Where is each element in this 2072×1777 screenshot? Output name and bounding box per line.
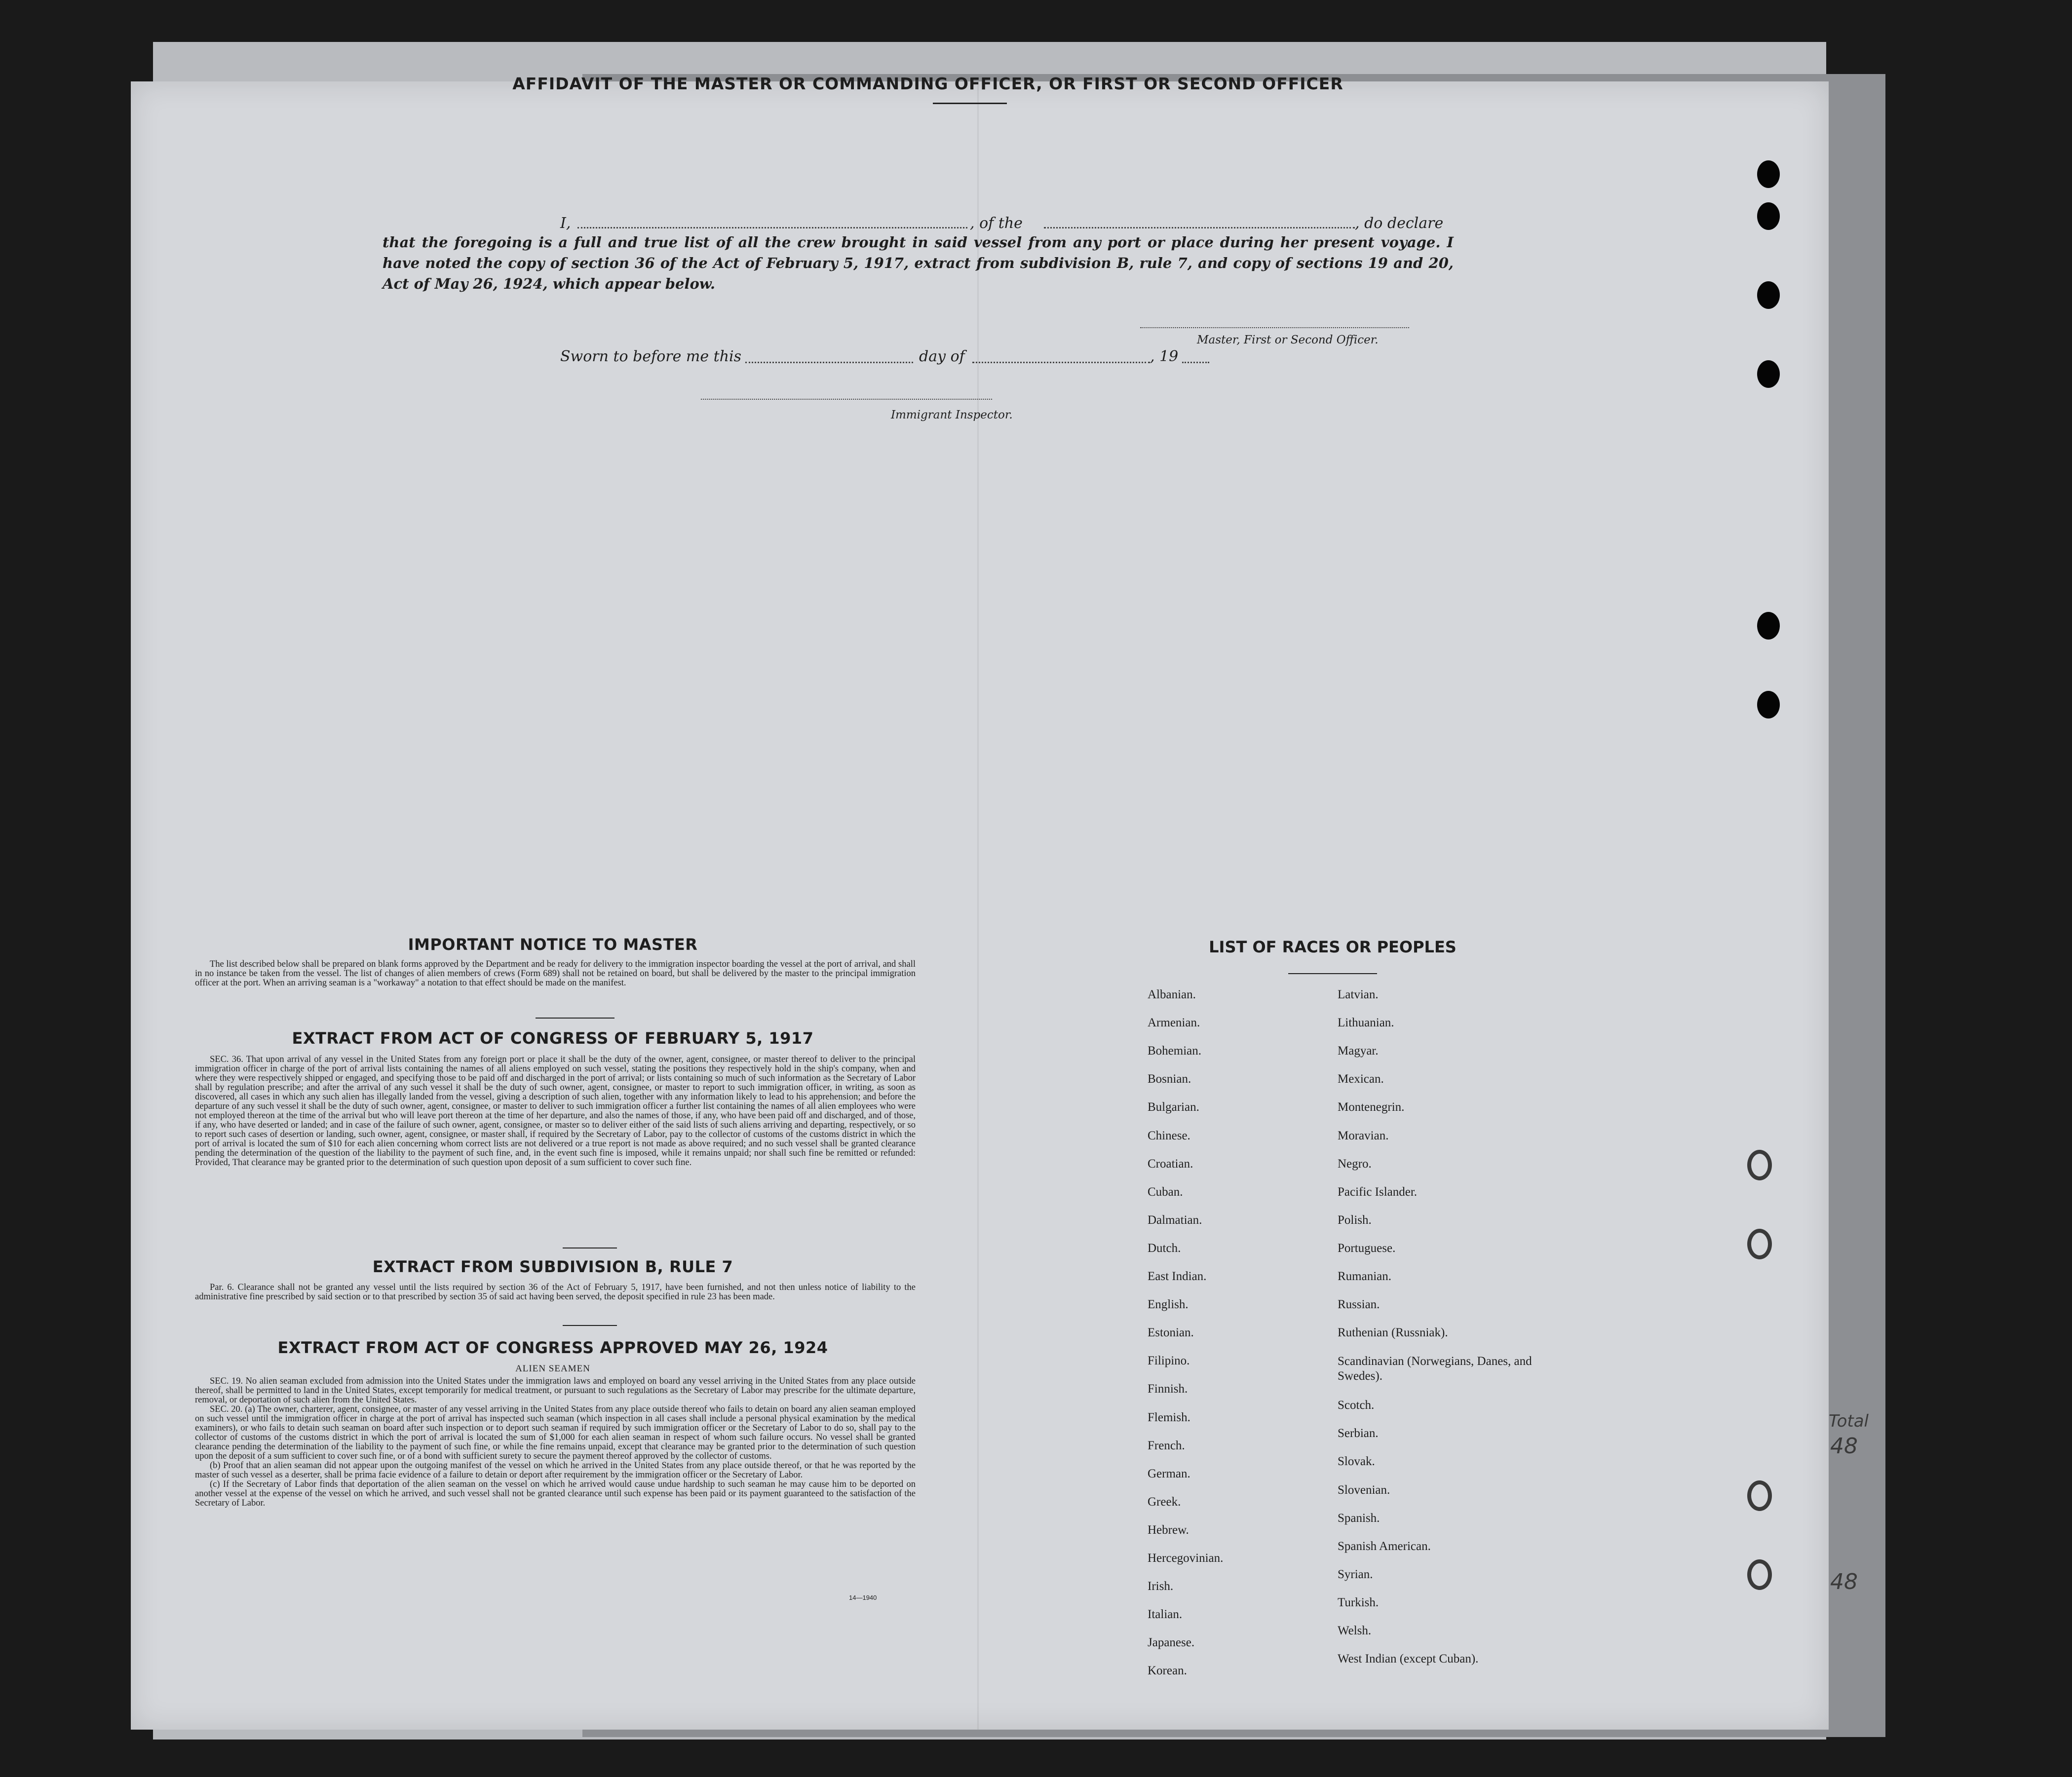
name-field[interactable]	[577, 227, 967, 228]
vessel-field[interactable]	[1044, 227, 1355, 228]
race-item: German.	[1148, 1467, 1190, 1480]
races-title: LIST OF RACES OR PEOPLES	[1209, 938, 1457, 956]
sworn-year: , 19	[1150, 348, 1179, 365]
race-item: Turkish.	[1338, 1595, 1379, 1609]
race-item: East Indian.	[1148, 1270, 1207, 1283]
race-item: Russian.	[1338, 1298, 1380, 1312]
punch-hole	[1757, 612, 1780, 640]
notice-text: The list described below shall be prepared on blank forms approved by the Department and be ready for delivery to the immigration inspector boarding the vessel at the port of arrival, and shall in no instance be taken from the vessel. The list of changes of alien members of crews (Form 689) shall not be retained on board, but shall be delivered by the master to the principal immigration officer at the port. When an arriving seaman is a "workaway" a notation to that effect should be made on the manifest.	[195, 959, 916, 988]
sworn-day-of: day of	[919, 348, 965, 365]
race-item: Pacific Islander.	[1338, 1185, 1418, 1199]
race-item: Flemish.	[1148, 1410, 1190, 1424]
race-item: French.	[1148, 1438, 1185, 1452]
extract-1924-title: EXTRACT FROM ACT OF CONGRESS APPROVED MAY 26, 1924	[277, 1338, 828, 1357]
punch-hole	[1757, 202, 1780, 230]
sec20c-text: (c) If the Secretary of Labor finds that deportation of the alien seaman on the vessel on which he arrived would cause undue hardship to such seaman he may cause him to be deported on another vessel at the expense of the vessel on which he arrived, and such vessel shall not be granted clearance until such expense has been paid or its payment guaranteed to the satisfaction of the Secretary of Labor.	[195, 1479, 916, 1508]
race-item: Estonian.	[1148, 1326, 1194, 1340]
binder-ring	[1747, 1559, 1772, 1590]
sec20a-text: SEC. 20. (a) The owner, charterer, agent, consignee, or master of any vessel arriving in the United States from any place outside thereof who fails to detain on board any alien seaman employed on such vessel until the immigration officer in charge at the port of arrival has inspected such seaman (which inspection in all cases shall include a personal physical examination by the medical examiners), or who fails to detain such seaman on board after such inspection or to deport such seaman if required by such immigration officer or the Secretary of Labor to do so, shall pay to the collector of customs of the customs district in which the port of arrival is located the sum of $1,000 for each alien seaman in respect of whom such failure occurs. No vessel shall be granted clearance pending the determination of the liability to the payment of such fine, or while the fine remains unpaid, except that clearance may be granted prior to the determination of such question upon the deposit of a sum sufficient to cover such fine, or of a bond with sufficient surety to secure the payment thereof approved by the collector of customs.	[195, 1404, 916, 1461]
race-item: Syrian.	[1338, 1567, 1373, 1581]
extract-1917-body	[195, 1055, 916, 1168]
punch-hole	[1757, 691, 1780, 718]
race-item: Japanese.	[1148, 1636, 1195, 1650]
sworn-month-field[interactable]	[972, 362, 1150, 363]
race-item: Korean.	[1148, 1664, 1187, 1678]
race-item: Greek.	[1148, 1495, 1181, 1509]
margin-total-value: 48	[1830, 1434, 1858, 1459]
race-item: Moravian.	[1338, 1129, 1389, 1142]
race-item: Hebrew.	[1148, 1523, 1189, 1537]
race-item: Negro.	[1338, 1157, 1372, 1171]
title-underline	[933, 103, 1007, 104]
alien-seamen-subtitle: ALIEN SEAMEN	[515, 1363, 590, 1374]
race-item: Ruthenian (Russniak).	[1338, 1326, 1448, 1340]
race-item: Welsh.	[1338, 1624, 1372, 1638]
race-item: Italian.	[1148, 1608, 1183, 1622]
notice-title: IMPORTANT NOTICE TO MASTER	[408, 935, 698, 954]
inspector-label: Immigrant Inspector.	[891, 409, 1013, 421]
race-item: Polish.	[1338, 1213, 1372, 1227]
race-item: Croatian.	[1148, 1157, 1193, 1171]
race-item: West Indian (except Cuban).	[1338, 1652, 1479, 1666]
race-item: Finnish.	[1148, 1382, 1188, 1396]
races-title-underline	[1288, 973, 1377, 974]
punch-hole	[1757, 281, 1780, 309]
margin-total-value-2: 48	[1830, 1569, 1858, 1594]
race-item: Scotch.	[1338, 1399, 1375, 1412]
extract-1917-title: EXTRACT FROM ACT OF CONGRESS OF FEBRUARY 5, 1917	[292, 1029, 814, 1048]
form-number: 14—1940	[849, 1594, 877, 1601]
race-item: Armenian.	[1148, 1016, 1200, 1030]
sec20b-text: (b) Proof that an alien seaman did not appear upon the outgoing manifest of the vessel on which he arrived in the United States from any place outside thereof, or that he was reported by the master of such vessel as a deserter, shall be prima facie evidence of a failure to detain or deport after requirement by the immigration officer or the Secretary of Labor.	[195, 1461, 916, 1480]
binder-ring	[1747, 1480, 1772, 1511]
race-item: Filipino.	[1148, 1354, 1190, 1368]
signature-field[interactable]	[1140, 327, 1409, 328]
punch-hole	[1757, 160, 1780, 188]
extract-1924-body	[195, 1377, 916, 1508]
declaration-i: I,	[560, 215, 571, 232]
race-item: Albanian.	[1148, 988, 1196, 1001]
race-item: Spanish.	[1338, 1511, 1380, 1525]
race-item: Slovenian.	[1338, 1483, 1390, 1497]
race-item: Latvian.	[1338, 988, 1379, 1001]
binder-ring	[1747, 1150, 1772, 1180]
sec36-text: SEC. 36. That upon arrival of any vessel in the United States from any foreign port or place it shall be the duty of the owner, agent, consignee, or master thereof to deliver to the principal immigration officer in charge of the port of arrival lists containing the names of all aliens employed on such vessel, stating the positions they respectively hold in the ship's company, when and where they were respectively shipped or engaged, and specifying those to be paid off and discharged in the port of arrival; or lists containing so much of such information as the Secretary of Labor shall by regulation prescribe; and after the arrival of any such vessel it shall be the duty of such owner, agent, consignee, or master to report to such immigration officer, in writing, as soon as discovered, all cases in which any such alien has illegally landed from the vessel, giving a description of such alien, together with any information likely to lead to his apprehension; and before the departure of any such vessel it shall be the duty of such owner, agent, consignee, or master to deliver to such immigration officer a further list containing the names of all alien employees who were not employed thereon at the time of the arrival but who will leave port thereon at the time of her departure, and also the names of those, if any, who have been paid off and discharged, and of those, if any, who have deserted or landed; and in case of the failure of such owner, agent, consignee, or master so to deliver either of the said lists of such aliens arriving and departing, respectively, or so to report such cases of desertion or landing, such owner, agent, consignee, or master shall, if required by the Secretary of Labor, pay to the collector of customs of the customs district in which the port of arrival is located the sum of $10 for each alien concerning whom correct lists are not delivered or a true report is not made as above required; and no such vessel shall be granted clearance pending the determination of the question of the liability to the payment of such fine, and, in the event such fine is imposed, while it remains unpaid; nor shall such fine be remitted or refunded: Provided, That clearance may be granted prior to the determination of such question upon deposit of a sum sufficient to cover such fine.	[195, 1055, 916, 1168]
subdivision-b-body	[195, 1283, 916, 1302]
section-divider	[536, 1018, 614, 1019]
race-item: Slovak.	[1338, 1455, 1375, 1469]
race-item: Spanish American.	[1338, 1539, 1431, 1553]
race-item: Hercegovinian.	[1148, 1551, 1224, 1565]
sworn-text: Sworn to before me this	[560, 348, 742, 365]
declaration-do-declare: , do declare	[1355, 215, 1444, 232]
race-item: Cuban.	[1148, 1185, 1183, 1199]
signature-label: Master, First or Second Officer.	[1197, 334, 1379, 346]
punch-hole	[1757, 360, 1780, 388]
race-item: Bohemian.	[1148, 1044, 1202, 1058]
inspector-signature-field[interactable]	[701, 399, 992, 400]
race-item: Montenegrin.	[1338, 1100, 1405, 1114]
race-item: Magyar.	[1338, 1044, 1379, 1058]
race-item: Chinese.	[1148, 1129, 1190, 1142]
notice-body	[195, 960, 916, 988]
race-item: English.	[1148, 1298, 1189, 1312]
race-item: Irish.	[1148, 1580, 1174, 1593]
race-item: Serbian.	[1338, 1427, 1379, 1440]
race-item: Bosnian.	[1148, 1072, 1191, 1086]
subdivision-b-title: EXTRACT FROM SUBDIVISION B, RULE 7	[372, 1257, 733, 1276]
race-item: Lithuanian.	[1338, 1016, 1394, 1030]
sec19-text: SEC. 19. No alien seaman excluded from admission into the United States under the immigration laws and employed on board any vessel arriving in the United States from any place outside thereof, shall be permitted to land in the United States, except temporarily for medical treatment, or pursuant to such regulations as the Secretary of Labor may prescribe for the ultimate departure, removal, or deportation of such alien from the United States.	[195, 1376, 916, 1405]
race-item: Dalmatian.	[1148, 1213, 1202, 1227]
binder-ring	[1747, 1229, 1772, 1259]
sworn-year-field[interactable]	[1182, 362, 1209, 363]
par6-text: Par. 6. Clearance shall not be granted any vessel until the lists required by section 36 of the Act of February 5, 1917, have been furnished, and not then unless notice of liability to the administrative fine prescribed by said section or to that prescribed by section 35 of said act having been served, the deposit specified in rule 23 has been made.	[195, 1283, 916, 1302]
center-fold	[977, 81, 979, 1730]
race-item: Rumanian.	[1338, 1270, 1392, 1283]
declaration-of-the: , of the	[970, 215, 1023, 232]
section-divider	[563, 1325, 617, 1326]
affidavit-paragraph: that the foregoing is a full and true list of all the crew brought in said vessel from any port or place during her present voyage. I have noted the copy of section 36 of the Act of February 5, 1917, extract from subdivision B, rule 7, and copy of sections 19 and 20, Act of May 26, 1924, which appear below.	[383, 234, 1454, 292]
race-item: Mexican.	[1338, 1072, 1384, 1086]
race-item: Bulgarian.	[1148, 1100, 1199, 1114]
affidavit-title: AFFIDAVIT OF THE MASTER OR COMMANDING OFFICER, OR FIRST OR SECOND OFFICER	[512, 74, 1343, 93]
race-item: Portuguese.	[1338, 1241, 1396, 1255]
race-item: Dutch.	[1148, 1241, 1181, 1255]
margin-total-label: Total	[1829, 1411, 1869, 1431]
race-item: Scandinavian (Norwegians, Danes, and Swedes).	[1338, 1355, 1532, 1383]
sworn-day-field[interactable]	[745, 362, 913, 363]
